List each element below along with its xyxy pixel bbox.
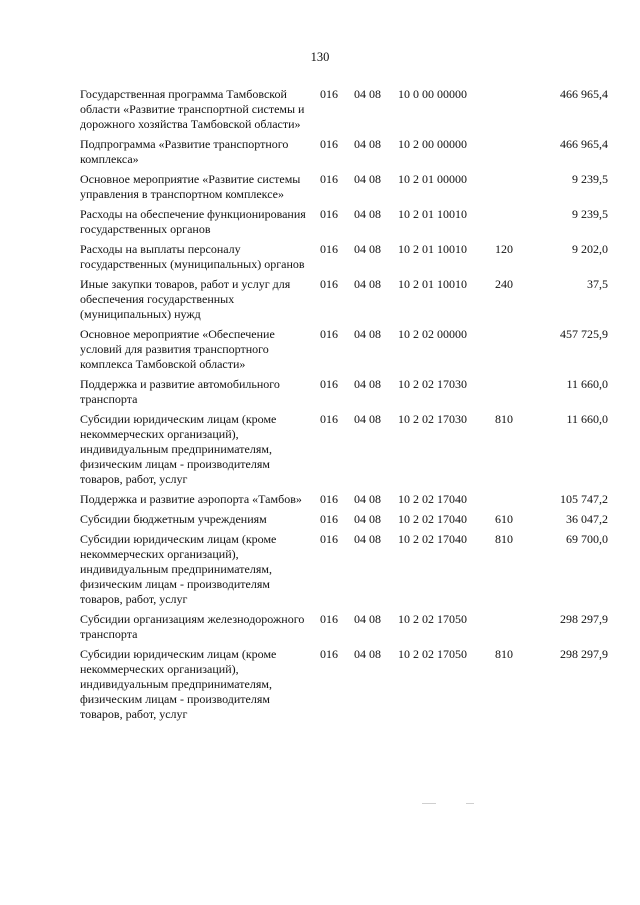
ministry-code: 016 <box>320 377 338 391</box>
program-code: 10 2 02 17040 <box>398 532 467 546</box>
program-code: 10 2 02 17040 <box>398 512 467 526</box>
amount: 9 239,5 <box>572 172 608 186</box>
amount: 11 660,0 <box>566 377 608 391</box>
section-code: 04 08 <box>354 327 381 341</box>
row-name: Иные закупки товаров, работ и услуг для обеспечения государственных (муниципальных) нужд <box>80 277 291 321</box>
ministry-code: 016 <box>320 612 338 626</box>
section-code: 04 08 <box>354 87 381 101</box>
scan-mark <box>422 803 436 804</box>
expense-type-code: 240 <box>495 277 513 291</box>
row-name: Субсидии бюджетным учреждениям <box>80 512 267 526</box>
row-name: Субсидии юридическим лицам (кроме некоммерческих организаций), индивидуальным предпринимателям, физическим лицам - производителям товаров, работ, услуг <box>80 647 277 721</box>
ministry-code: 016 <box>320 327 338 341</box>
row-name: Поддержка и развитие автомобильного транспорта <box>80 377 280 406</box>
program-code: 10 2 01 10010 <box>398 242 467 256</box>
ministry-code: 016 <box>320 492 338 506</box>
amount: 457 725,9 <box>560 327 608 341</box>
program-code: 10 2 02 17040 <box>398 492 467 506</box>
program-code: 10 2 02 17030 <box>398 412 467 426</box>
expense-type-code: 120 <box>495 242 513 256</box>
program-code: 10 2 02 17030 <box>398 377 467 391</box>
table-row <box>80 647 608 722</box>
ministry-code: 016 <box>320 277 338 291</box>
section-code: 04 08 <box>354 532 381 546</box>
section-code: 04 08 <box>354 137 381 151</box>
table-row <box>80 512 608 527</box>
amount: 466 965,4 <box>560 137 608 151</box>
section-code: 04 08 <box>354 172 381 186</box>
amount: 37,5 <box>587 277 608 291</box>
row-name: Государственная программа Тамбовской области «Развитие транспортной системы и дорожного хозяйства Тамбовской области» <box>80 87 305 131</box>
table-row <box>80 87 608 132</box>
budget-table <box>80 87 608 727</box>
program-code: 10 2 01 10010 <box>398 207 467 221</box>
program-code: 10 2 02 00000 <box>398 327 467 341</box>
row-name: Субсидии организациям железнодорожного транспорта <box>80 612 305 641</box>
ministry-code: 016 <box>320 137 338 151</box>
ministry-code: 016 <box>320 512 338 526</box>
row-name: Основное мероприятие «Развитие системы управления в транспортном комплексе» <box>80 172 301 201</box>
ministry-code: 016 <box>320 242 338 256</box>
ministry-code: 016 <box>320 172 338 186</box>
table-row <box>80 277 608 322</box>
section-code: 04 08 <box>354 647 381 661</box>
expense-type-code: 810 <box>495 412 513 426</box>
page-number: 130 <box>310 50 330 64</box>
section-code: 04 08 <box>354 277 381 291</box>
amount: 11 660,0 <box>566 412 608 426</box>
expense-type-code: 610 <box>495 512 513 526</box>
section-code: 04 08 <box>354 512 381 526</box>
ministry-code: 016 <box>320 412 338 426</box>
row-name: Расходы на обеспечение функционирования государственных органов <box>80 207 306 236</box>
amount: 9 239,5 <box>572 207 608 221</box>
expense-type-code: 810 <box>495 532 513 546</box>
ministry-code: 016 <box>320 532 338 546</box>
table-row <box>80 377 608 407</box>
program-code: 10 0 00 00000 <box>398 87 467 101</box>
ministry-code: 016 <box>320 207 338 221</box>
section-code: 04 08 <box>354 242 381 256</box>
program-code: 10 2 02 17050 <box>398 612 467 626</box>
row-name: Субсидии юридическим лицам (кроме некоммерческих организаций), индивидуальным предпринимателям, физическим лицам - производителям товаров, работ, услуг <box>80 532 277 606</box>
amount: 466 965,4 <box>560 87 608 101</box>
program-code: 10 2 00 00000 <box>398 137 467 151</box>
row-name: Основное мероприятие «Обеспечение условий для развития транспортного комплекса Тамбовской области» <box>80 327 275 371</box>
section-code: 04 08 <box>354 492 381 506</box>
row-name: Поддержка и развитие аэропорта «Тамбов» <box>80 492 302 506</box>
table-row <box>80 137 608 167</box>
table-row <box>80 242 608 272</box>
amount: 298 297,9 <box>560 612 608 626</box>
row-name: Субсидии юридическим лицам (кроме некоммерческих организаций), индивидуальным предпринимателям, физическим лицам - производителям товаров, работ, услуг <box>80 412 277 486</box>
table-row <box>80 532 608 607</box>
amount: 298 297,9 <box>560 647 608 661</box>
table-row <box>80 412 608 487</box>
ministry-code: 016 <box>320 87 338 101</box>
program-code: 10 2 01 00000 <box>398 172 467 186</box>
table-row <box>80 172 608 202</box>
program-code: 10 2 01 10010 <box>398 277 467 291</box>
section-code: 04 08 <box>354 207 381 221</box>
section-code: 04 08 <box>354 377 381 391</box>
table-row <box>80 207 608 237</box>
table-row <box>80 327 608 372</box>
table-row <box>80 492 608 507</box>
amount: 69 700,0 <box>566 532 608 546</box>
section-code: 04 08 <box>354 612 381 626</box>
scan-mark <box>466 803 474 804</box>
section-code: 04 08 <box>354 412 381 426</box>
row-name: Подпрограмма «Развитие транспортного комплекса» <box>80 137 289 166</box>
amount: 9 202,0 <box>572 242 608 256</box>
ministry-code: 016 <box>320 647 338 661</box>
amount: 36 047,2 <box>566 512 608 526</box>
row-name: Расходы на выплаты персоналу государственных (муниципальных) органов <box>80 242 305 271</box>
program-code: 10 2 02 17050 <box>398 647 467 661</box>
expense-type-code: 810 <box>495 647 513 661</box>
table-row <box>80 612 608 642</box>
amount: 105 747,2 <box>560 492 608 506</box>
